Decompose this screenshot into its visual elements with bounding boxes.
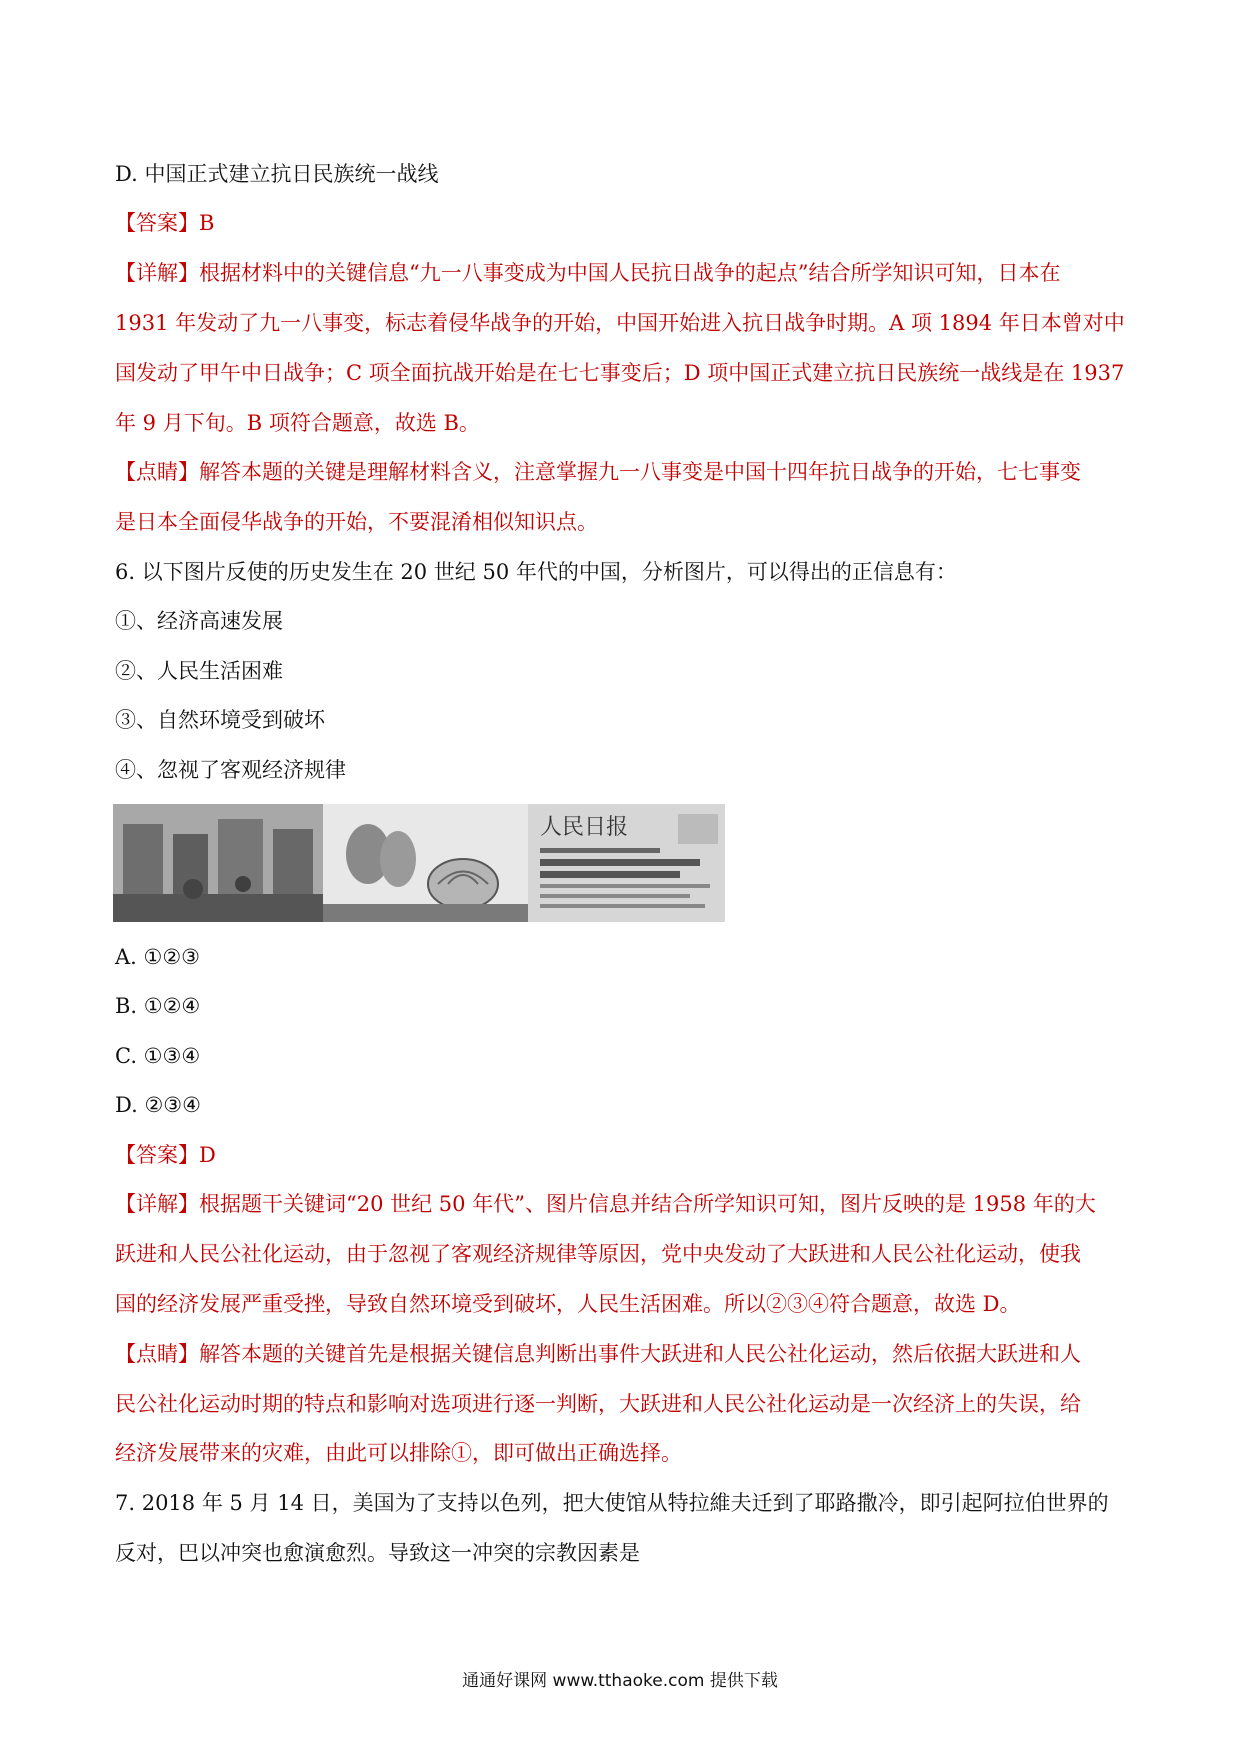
q5-point-line-2: 是日本全面侵华战争的开始，不要混淆相似知识点。 xyxy=(115,510,598,534)
q6-point-line-3: 经济发展带来的灾难，由此可以排除①，即可做出正确选择。 xyxy=(115,1441,682,1465)
point-tag: 【点睛】 xyxy=(115,1342,199,1366)
photo-giant-harvest xyxy=(323,804,528,922)
q5-detail-line-2: 1931 年发动了九一八事变，标志着侵华战争的开始，中国开始进入抗日战争时期。A 项 1894 年日本曾对中 xyxy=(115,311,1125,335)
page-footer: 通通好课网 www.tthaoke.com 提供下载 xyxy=(462,1671,778,1691)
q5-answer xyxy=(115,207,1125,239)
answer-tag: 【答案】 xyxy=(115,1143,199,1167)
answer-value: B xyxy=(199,211,215,235)
q6-answer xyxy=(115,1139,1125,1171)
q6-statement-1: ①、经济高速发展 xyxy=(115,609,283,633)
q6-detail-line-1 xyxy=(115,1188,1125,1220)
point-text: 解答本题的关键首先是根据关键信息判断出事件大跃进和人民公社化运动，然后依据大跃进和人 xyxy=(199,1342,1081,1366)
q5-option-d: D. 中国正式建立抗日民族统一战线 xyxy=(115,162,439,186)
q5-detail-line-3: 国发动了甲午中日战争；C 项全面抗战开始是在七七事变后；D 项中国正式建立抗日民族统一战线是在 1937 xyxy=(115,361,1125,385)
q6-statement-4: ④、忽视了客观经济规律 xyxy=(115,758,346,782)
q7-stem-line-1: 7. 2018 年 5 月 14 日，美国为了支持以色列，把大使馆从特拉維夫迁到了耶路撒冷，即引起阿拉伯世界的 xyxy=(115,1491,1109,1515)
point-tag: 【点睛】 xyxy=(115,460,199,484)
q6-point-line-2: 民公社化运动时期的特点和影响对选项进行逐一判断，大跃进和人民公社化运动是一次经济上的失误，给 xyxy=(115,1392,1081,1416)
q6-option-b: B. ①②④ xyxy=(115,994,201,1018)
newspaper-masthead: 人民日报 xyxy=(540,815,629,840)
q6-statement-3: ③、自然环境受到破坏 xyxy=(115,708,325,732)
photo-steel-furnaces xyxy=(113,804,323,922)
q6-option-a: A. ①②③ xyxy=(115,945,200,969)
detail-text: 根据题干关键词“20 世纪 50 年代”、图片信息并结合所学知识可知，图片反映的是 1958 年的大 xyxy=(199,1192,1096,1216)
q6-point-line-1 xyxy=(115,1338,1125,1370)
q5-point-line-1 xyxy=(115,456,1125,488)
q5-detail-line-4: 年 9 月下旬。B 项符合题意，故选 B。 xyxy=(115,411,480,435)
q7-stem-line-2: 反对，巴以冲突也愈演愈烈。导致这一冲突的宗教因素是 xyxy=(115,1541,640,1565)
q6-statement-2: ②、人民生活困难 xyxy=(115,659,283,683)
answer-value: D xyxy=(199,1143,216,1167)
photo-newspaper xyxy=(528,804,725,922)
q5-detail-line-1 xyxy=(115,257,1125,289)
detail-tag: 【详解】 xyxy=(115,261,199,285)
q6-option-c: C. ①③④ xyxy=(115,1044,201,1068)
q6-detail-line-2: 跃进和人民公社化运动，由于忽视了客观经济规律等原因，党中央发动了大跃进和人民公社化运动，使我 xyxy=(115,1242,1081,1266)
q6-detail-line-3: 国的经济发展严重受挫，导致自然环境受到破坏，人民生活困难。所以②③④符合题意，故选 D。 xyxy=(115,1292,1021,1316)
detail-tag: 【详解】 xyxy=(115,1192,199,1216)
q6-stem: 6. 以下图片反使的历史发生在 20 世纪 50 年代的中国，分析图片，可以得出的正信息有： xyxy=(115,560,957,584)
q6-option-d: D. ②③④ xyxy=(115,1093,201,1117)
q6-figure xyxy=(113,804,725,922)
answer-tag: 【答案】 xyxy=(115,211,199,235)
detail-text: 根据材料中的关键信息“九一八事变成为中国人民抗日战争的起点”结合所学知识可知，日本在 xyxy=(199,261,1061,285)
point-text: 解答本题的关键是理解材料含义，注意掌握九一八事变是中国十四年抗日战争的开始，七七事变 xyxy=(199,460,1081,484)
